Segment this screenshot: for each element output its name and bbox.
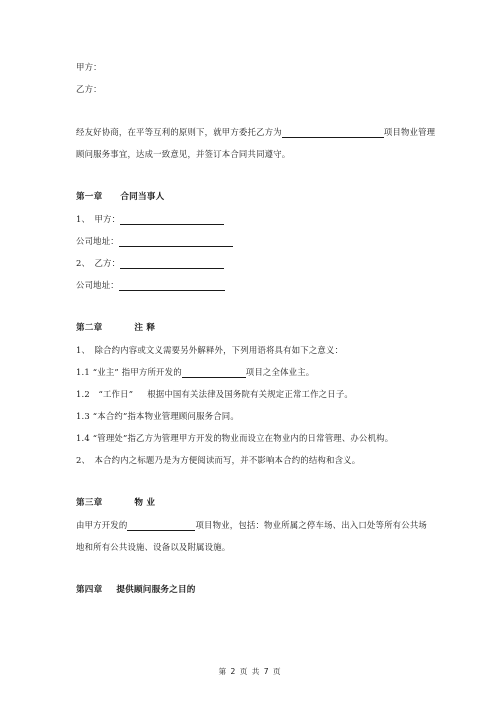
party-a-item-label: 1、 甲方： [76, 214, 121, 224]
chapter-2-number: 第二章 [76, 323, 103, 333]
party-a-address-blank [119, 237, 233, 247]
chapter-4-heading [76, 584, 196, 596]
chapter-1-heading [76, 191, 164, 203]
project-blank-3 [127, 521, 195, 531]
chapter-2-heading [76, 322, 155, 334]
chapter-3-heading [76, 497, 155, 509]
project-blank-2 [182, 368, 246, 378]
intro-line-2: 顾问服务事宜，达成一致意见，并签订本合同共同遵守。 [76, 149, 291, 159]
party-b-address-blank [119, 281, 225, 291]
intro-line-1 [76, 126, 435, 138]
chapter-3-text-1: 由甲方开发的 [76, 520, 128, 530]
chapter-4-number: 第四章 [76, 585, 103, 595]
chapter-1-item-1 [76, 213, 224, 225]
chapter-1-item-2 [76, 257, 224, 269]
party-b-name-blank [120, 259, 224, 269]
chapter-1-title: 合同当事人 [120, 192, 165, 202]
chapter-4-title: 提供顾问服务之目的 [116, 585, 196, 595]
definition-1-1 [76, 366, 314, 378]
party-b-label: 乙方： [76, 84, 102, 94]
project-name-blank [282, 128, 384, 138]
intro-text-2: 项目物业管理 [383, 127, 436, 137]
chapter-3-line-2: 地和所有公共设施、设备以及附属设施。 [76, 542, 231, 552]
party-b-address-label: 公司地址： [76, 280, 119, 290]
definition-1-4: 1.4 “管理处”指乙方为管理甲方开发的物业而设立在物业内的日常管理、办公机构。 [76, 433, 394, 443]
chapter-3-title: 物 业 [134, 498, 156, 508]
chapter-1-number: 第一章 [76, 192, 103, 202]
chapter-1-address-1 [76, 235, 233, 247]
chapter-3-text-2: 项目物业，包括：物业所属之停车场、出入口处等所有公共场 [195, 520, 427, 530]
chapter-3-number: 第三章 [76, 498, 103, 508]
definition-1-2-term: 1.2 “工作日” [76, 389, 134, 399]
party-b-item-label: 2、 乙方： [76, 258, 121, 268]
chapter-2-paragraph-1: 1、 除合约内容或文义需要另外解释外，下列用语将具有如下之意义： [76, 345, 344, 355]
page-number-footer: 第 2 页 共 7 页 [218, 667, 282, 676]
party-a-label: 甲方： [76, 62, 102, 72]
definition-1-1-text-1: 1.1 “业主” 指甲方所开发的 [76, 367, 182, 377]
chapter-2-paragraph-2: 2、 本合约内之标题乃是为方便阅读而写，并不影响本合约的结构和含义。 [76, 455, 361, 465]
party-a-name-blank [120, 215, 224, 225]
definition-1-3: 1.3 “本合约”指本物业管理顾问服务合同。 [76, 411, 239, 421]
definition-1-1-text-2: 项目之全体业主。 [245, 367, 315, 377]
chapter-1-address-2 [76, 279, 225, 291]
party-a-address-label: 公司地址： [76, 236, 119, 246]
intro-text-1: 经友好协商，在平等互利的原则下，就甲方委托乙方为 [76, 127, 282, 137]
definition-1-2 [76, 388, 353, 400]
definition-1-2-text: 根据中国有关法律及国务院有关规定正常工作之日子。 [147, 389, 353, 399]
chapter-3-line-1 [76, 519, 427, 531]
chapter-2-title: 注 释 [134, 323, 156, 333]
